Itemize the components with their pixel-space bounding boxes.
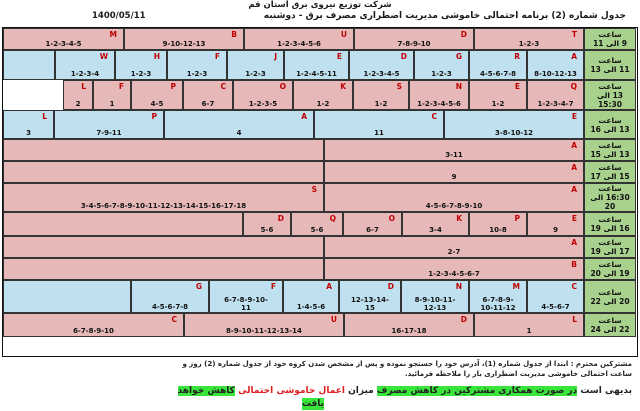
time-slot xyxy=(584,258,636,280)
group-cell xyxy=(55,50,115,80)
group-letter: Q xyxy=(329,214,336,223)
group-cell xyxy=(115,50,167,80)
date: 1400/05/11 xyxy=(92,11,146,21)
group-letter: J xyxy=(274,52,277,61)
feeder-list: 16-17-18 xyxy=(391,327,427,335)
time-label: ساعت xyxy=(598,30,622,39)
feeder-list: 7-9-11 xyxy=(96,129,122,137)
group-letter: L xyxy=(42,112,47,121)
group-cell xyxy=(349,50,414,80)
group-cell xyxy=(469,280,527,313)
group-letter: P xyxy=(170,82,176,91)
time-range: 13 الی 16 xyxy=(590,124,630,134)
feeder-list: 1-2-3 xyxy=(431,70,452,78)
feeder-list: 1-2-3 xyxy=(186,70,208,78)
group-cell xyxy=(3,50,55,80)
feeder-list: 1-4-5-6 xyxy=(296,303,326,311)
feeder-list: 1-2-4-5-11 xyxy=(296,70,337,78)
feeder-list: 4 xyxy=(236,129,242,137)
time-label: ساعت xyxy=(598,316,622,325)
feeder-list: 7-8-9-10 xyxy=(397,40,431,48)
feeder-list: 1-2-3-4-5-6 xyxy=(277,40,321,48)
group-letter: G xyxy=(195,282,202,291)
time-slot xyxy=(584,110,636,139)
group-cell xyxy=(3,280,131,313)
time-label: ساعت xyxy=(598,260,622,269)
group-letter: S xyxy=(396,82,402,91)
time-slot xyxy=(584,236,636,258)
note-prefix: بدیهی است xyxy=(580,386,632,396)
feeder-list: 8-9-10-11-12-13-14 xyxy=(226,327,302,335)
group-letter: Q xyxy=(570,82,577,91)
feeder-list: 9-10-12-13 xyxy=(162,40,206,48)
feeder-list: 9 xyxy=(553,226,558,234)
group-cell xyxy=(401,280,469,313)
group-cell xyxy=(244,28,354,50)
group-cell xyxy=(3,161,324,183)
feeder-list: 6-7 xyxy=(366,226,379,234)
note-highlight-1: در صورت همکاری مشترکین در کاهش مصرف xyxy=(376,386,578,396)
group-cell xyxy=(233,80,293,110)
group-letter: C xyxy=(571,282,577,291)
group-letter: E xyxy=(571,112,577,121)
group-cell xyxy=(3,110,54,139)
feeder-list: 3 xyxy=(26,129,31,137)
footer-line-2: ساعت احتمالی خاموشی مدیریت اضطراری بار را ملاحظه فرمائید. xyxy=(404,370,632,378)
group-cell xyxy=(3,313,184,337)
group-letter: O xyxy=(388,214,395,223)
time-slot xyxy=(584,183,636,212)
group-letter: D xyxy=(460,315,467,324)
group-cell xyxy=(124,28,244,50)
time-slot xyxy=(584,50,636,80)
time-range: 9 الی 11 xyxy=(593,39,627,48)
group-letter: D xyxy=(277,214,284,223)
time-label: ساعت xyxy=(598,81,622,91)
group-letter: F xyxy=(118,82,124,91)
group-letter: U xyxy=(340,30,347,39)
feeder-list: 4-5-6-7-8-9-10 xyxy=(425,202,483,210)
note-mid: میزان xyxy=(348,386,374,396)
feeder-list: 1-2-3-4-5-6-7 xyxy=(428,270,480,278)
feeder-list: 2-7 xyxy=(447,248,461,256)
group-letter: G xyxy=(455,52,462,61)
group-cell xyxy=(283,280,339,313)
group-letter: C xyxy=(431,112,437,121)
group-letter: A xyxy=(571,141,577,150)
time-label: ساعت xyxy=(598,115,622,125)
time-slot xyxy=(584,161,636,183)
feeder-list: 11 xyxy=(374,129,384,137)
feeder-list: 3-4 xyxy=(429,226,442,234)
time-range: 19 الی 20 xyxy=(590,269,630,278)
group-cell xyxy=(469,80,527,110)
time-slot xyxy=(584,313,636,337)
time-label: ساعت xyxy=(598,215,622,224)
group-cell xyxy=(344,313,474,337)
group-letter: A xyxy=(571,163,577,172)
group-cell xyxy=(469,50,527,80)
feeder-list: 2 xyxy=(75,100,81,108)
group-cell xyxy=(444,110,584,139)
group-letter: D xyxy=(400,52,407,61)
group-cell xyxy=(339,280,401,313)
group-letter: N xyxy=(455,282,462,291)
group-cell xyxy=(3,139,324,161)
time-range: 16:30 الی 20 xyxy=(590,193,630,211)
group-cell xyxy=(353,80,409,110)
group-cell xyxy=(209,280,283,313)
header xyxy=(0,0,640,22)
group-cell xyxy=(402,212,469,236)
feeder-list: 8-10-12-13 xyxy=(534,70,577,78)
group-letter: S xyxy=(311,185,317,194)
time-slot xyxy=(584,212,636,236)
group-letter: M xyxy=(109,30,117,39)
group-letter: U xyxy=(330,315,337,324)
group-cell xyxy=(3,258,324,280)
group-cell xyxy=(183,80,233,110)
time-label: ساعت xyxy=(598,56,622,65)
feeder-list: 1-2-3 xyxy=(518,40,540,48)
feeder-list: 10-8 xyxy=(489,226,507,234)
group-letter: K xyxy=(456,214,462,223)
feeder-list: 1-2 xyxy=(316,100,330,108)
time-slot xyxy=(584,28,636,50)
time-label: ساعت xyxy=(598,163,622,172)
group-letter: C xyxy=(220,82,226,91)
time-label: ساعت xyxy=(598,184,622,193)
feeder-list: 1-2-3 xyxy=(245,70,266,78)
time-range: 11 الی 13 xyxy=(590,65,630,74)
group-cell xyxy=(3,236,324,258)
time-range: 15 الی 17 xyxy=(590,172,630,181)
group-letter: L xyxy=(81,82,86,91)
group-cell xyxy=(54,110,164,139)
feeder-list: 1-2-3-4-5-6 xyxy=(417,100,461,108)
group-letter: H xyxy=(153,52,160,61)
group-letter: P xyxy=(514,214,520,223)
group-cell xyxy=(227,50,284,80)
feeder-list: 1-2-3-4 xyxy=(70,70,100,78)
group-letter: A xyxy=(301,112,307,121)
group-letter: M xyxy=(512,282,520,291)
group-cell xyxy=(131,80,183,110)
group-letter: E xyxy=(336,52,342,61)
group-cell xyxy=(314,110,444,139)
time-range: 20 الی 22 xyxy=(590,296,630,306)
group-letter: B xyxy=(231,30,237,39)
group-cell xyxy=(324,139,584,161)
feeder-list: 1-2 xyxy=(491,100,505,108)
group-cell xyxy=(527,280,584,313)
group-letter: N xyxy=(455,82,462,91)
time-range: 13 الی 15:30 xyxy=(596,90,624,109)
time-range: 13 الی 15 xyxy=(590,150,630,159)
group-cell xyxy=(3,28,124,50)
feeder-list: 11 xyxy=(241,303,251,312)
feeder-list: 6-7-8-9- xyxy=(482,295,514,304)
feeder-list: 4-5-6-7-8 xyxy=(152,303,188,311)
feeder-list: 1-2-3-5 xyxy=(248,100,278,108)
note-highlight-2: کاهش خواهد xyxy=(177,386,235,396)
feeder-list: 4-5 xyxy=(150,100,164,108)
group-letter: L xyxy=(572,315,577,324)
schedule-table xyxy=(2,27,638,357)
feeder-list: 1-2 xyxy=(374,100,388,108)
group-cell xyxy=(293,80,353,110)
group-cell xyxy=(3,183,324,212)
feeder-list: 1-2-3-4-5 xyxy=(363,70,400,78)
group-cell xyxy=(527,50,584,80)
feeder-list: 8-9-10-11- xyxy=(414,295,456,304)
feeder-list: 5-6 xyxy=(260,226,274,234)
group-cell xyxy=(3,212,243,236)
feeder-list: 5-6 xyxy=(310,226,324,234)
note-line xyxy=(8,384,632,398)
feeder-list: 1 xyxy=(526,327,532,335)
feeder-list: 6-7-8-9-10 xyxy=(73,327,114,335)
group-cell xyxy=(164,110,314,139)
group-letter: W xyxy=(99,52,108,61)
group-cell xyxy=(93,80,131,110)
feeder-list: 1-2-3-4-7 xyxy=(537,100,574,108)
group-cell xyxy=(527,80,584,110)
feeder-list: 12-13-14- xyxy=(351,295,389,304)
group-cell xyxy=(324,258,584,280)
group-cell xyxy=(63,80,93,110)
time-range: 17 الی 19 xyxy=(590,247,630,256)
feeder-list: 15 xyxy=(365,303,375,312)
feeder-list: 6-7 xyxy=(201,100,215,108)
group-cell xyxy=(414,50,469,80)
time-slot xyxy=(584,139,636,161)
group-letter: B xyxy=(571,260,577,269)
feeder-list: 9 xyxy=(451,173,457,181)
group-cell xyxy=(324,183,584,212)
feeder-list: 3-8-10-12 xyxy=(495,129,533,137)
company-name: شرکت توزیع نیروی برق استان قم xyxy=(248,0,392,10)
group-cell xyxy=(527,212,584,236)
group-cell xyxy=(243,212,291,236)
group-cell xyxy=(324,236,584,258)
feeder-list: 1 xyxy=(109,100,115,108)
group-letter: D xyxy=(460,30,467,39)
group-letter: E xyxy=(514,82,520,91)
feeder-list: 6-7-8-9-10- xyxy=(224,295,268,304)
footer-line-1: مشترکین محترم : ابتدا از جدول شماره (1)، آدرس خود را جستجو نموده و پس از مشخص شدن کروه خود از جدول شماره (2) روز و xyxy=(182,360,632,368)
group-cell xyxy=(167,50,227,80)
group-letter: K xyxy=(340,82,346,91)
group-letter: O xyxy=(279,82,286,91)
group-letter: E xyxy=(571,214,577,223)
time-range: 16 الی 19 xyxy=(590,224,630,233)
group-letter: D xyxy=(387,282,394,291)
time-slot xyxy=(584,280,636,313)
group-letter: A xyxy=(571,52,577,61)
time-label: ساعت xyxy=(598,287,622,297)
group-cell xyxy=(184,313,344,337)
group-cell xyxy=(324,161,584,183)
group-cell xyxy=(343,212,402,236)
group-letter: C xyxy=(171,315,177,324)
group-letter: P xyxy=(151,112,157,121)
group-letter: A xyxy=(571,238,577,247)
feeder-list: 3-4-5-6-7-8-9-10-11-12-13-14-15-16-17-18 xyxy=(80,202,247,210)
group-cell xyxy=(354,28,474,50)
group-letter: A xyxy=(571,185,577,194)
feeder-list: 12-13 xyxy=(423,303,447,312)
group-cell xyxy=(291,212,343,236)
group-letter: T xyxy=(571,30,577,39)
group-cell xyxy=(284,50,349,80)
group-cell xyxy=(409,80,469,110)
note-end: یافت xyxy=(301,399,324,409)
feeder-list: 4-5-6-7 xyxy=(541,303,570,311)
time-range: 22 الی 24 xyxy=(590,325,630,334)
feeder-list: 10-11-12 xyxy=(480,303,516,312)
group-letter: A xyxy=(326,282,332,291)
feeder-list: 1-2-3-4-5 xyxy=(45,40,82,48)
feeder-list: 4-5-6-7-8 xyxy=(480,70,516,78)
time-label: ساعت xyxy=(598,238,622,247)
time-label: ساعت xyxy=(598,141,622,150)
group-letter: R xyxy=(514,52,520,61)
table-title: جدول شماره (2) برنامه احتمالی خاموشی مدیریت اضطراری مصرف برق - دوشنبه xyxy=(263,11,626,21)
feeder-list: 3-11 xyxy=(445,151,463,159)
group-cell xyxy=(131,280,209,313)
group-cell xyxy=(474,313,584,337)
group-cell xyxy=(469,212,527,236)
feeder-list: 1-2-3 xyxy=(130,70,152,78)
group-cell xyxy=(474,28,584,50)
note-red-text: اعمال خاموشی احتمالی xyxy=(238,386,345,396)
group-letter: F xyxy=(270,282,276,291)
group-letter: F xyxy=(214,52,220,61)
time-slot xyxy=(584,80,636,110)
